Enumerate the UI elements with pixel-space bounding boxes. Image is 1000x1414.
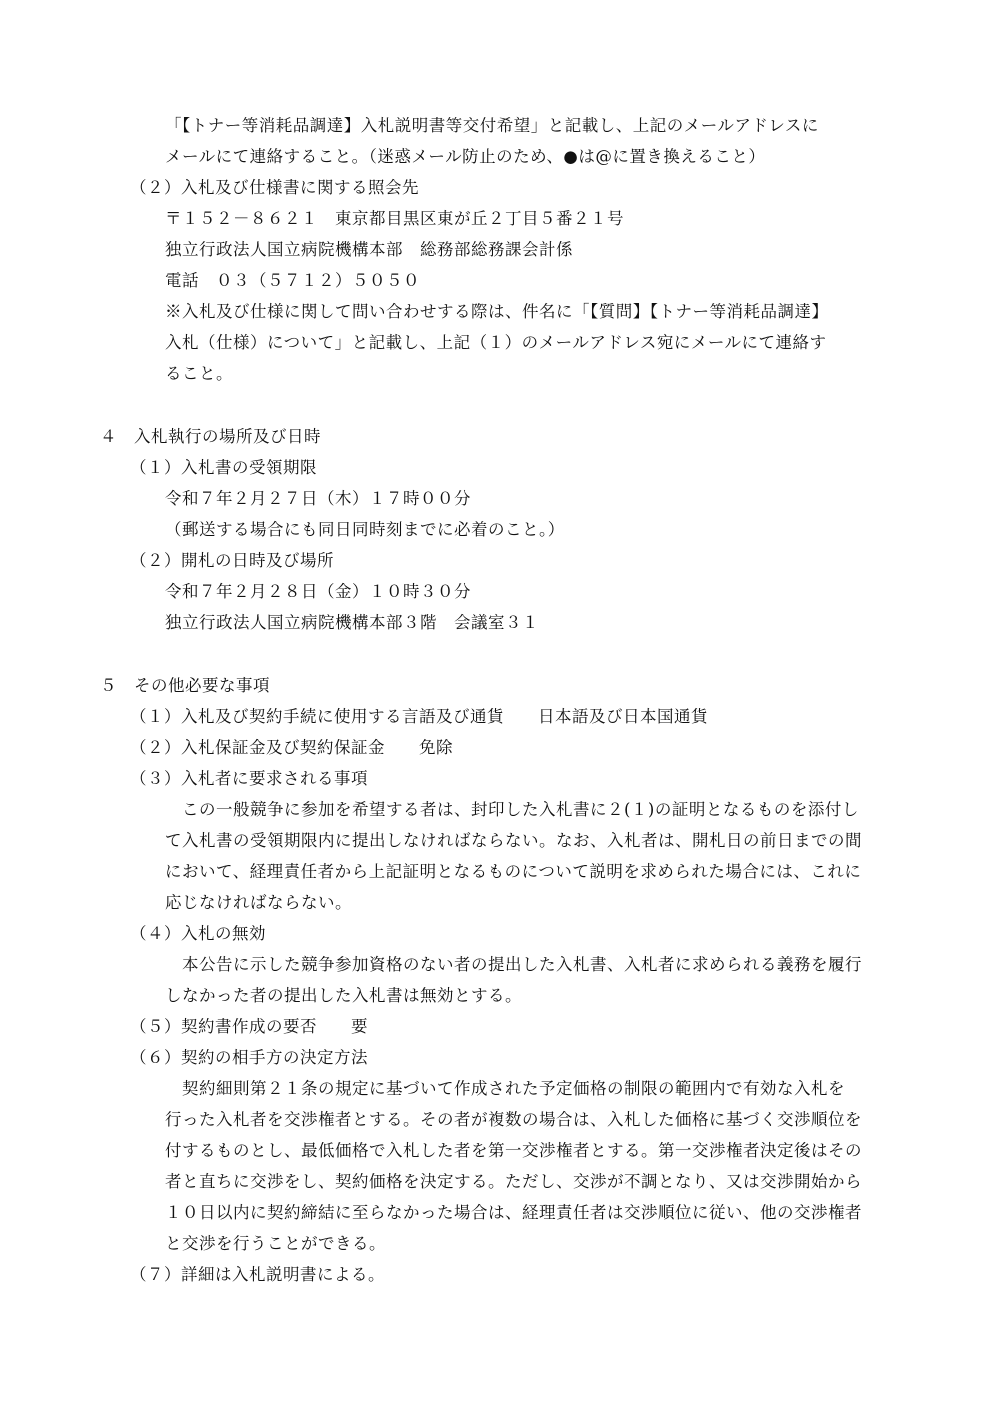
section3-continuation-line1: 「【トナー等消耗品調達】入札説明書等交付希望」と記載し、上記のメールアドレスに	[165, 116, 819, 135]
item-5-3-paragraph-line2: て入札書の受領期限内に提出しなければならない。なお、入札者は、開札日の前日までの間	[165, 831, 862, 850]
item-3-2-heading: （２）入札及び仕様書に関する照会先	[130, 178, 419, 197]
section3-continuation-line2: メールにて連絡すること。（迷惑メール防止のため、●は@に置き換えること）	[165, 147, 766, 166]
bid-deadline-date: 令和７年２月２７日（木）１７時００分	[165, 489, 471, 508]
opening-date: 令和７年２月２８日（金）１０時３０分	[165, 582, 471, 601]
item-5-3-heading: （３）入札者に要求される事項	[130, 769, 368, 788]
item-4-1-heading: （１）入札書の受領期限	[130, 458, 317, 477]
item-5-6-paragraph-line2: 行った入札者を交渉権者とする。その者が複数の場合は、入札した価格に基づく交渉順位を	[165, 1110, 862, 1129]
contact-note-line1: ※入札及び仕様に関して問い合わせする際は、件名に「【質問】【トナー等消耗品調達】	[165, 302, 829, 321]
contact-note-line2: 入札（仕様）について」と記載し、上記（１）のメールアドレス宛にメールにて連絡す	[165, 333, 827, 352]
item-5-6-paragraph-line5: １０日以内に契約締結に至らなかった場合は、経理責任者は交渉順位に従い、他の交渉権者	[165, 1203, 862, 1222]
item-5-4-paragraph-line1: 本公告に示した競争参加資格のない者の提出した入札書、入札者に求められる義務を履行	[165, 955, 862, 974]
item-5-6-paragraph-line4: 者と直ちに交渉をし、契約価格を決定する。ただし、交渉が不調となり、又は交渉開始から	[165, 1172, 862, 1191]
item-5-3-paragraph-line3: において、経理責任者から上記証明となるものについて説明を求められた場合には、これに	[165, 862, 862, 881]
contact-organization: 独立行政法人国立病院機構本部 総務部総務課会計係	[165, 240, 573, 259]
opening-place: 独立行政法人国立病院機構本部３階 会議室３１	[165, 613, 539, 632]
item-5-6-paragraph-line3: 付するものとし、最低価格で入札した者を第一交渉権者とする。第一交渉権者決定後はその	[165, 1141, 862, 1160]
contact-note-line3: ること。	[165, 364, 233, 383]
item-5-5: （５）契約書作成の要否 要	[130, 1017, 368, 1036]
item-4-2-heading: （２）開札の日時及び場所	[130, 551, 334, 570]
section4-heading: ４ 入札執行の場所及び日時	[100, 427, 321, 446]
item-5-3-paragraph-line1: この一般競争に参加を希望する者は、封印した入札書に２(１)の証明となるものを添付し	[165, 800, 859, 819]
item-5-4-heading: （４）入札の無効	[130, 924, 266, 943]
section5-heading: ５ その他必要な事項	[100, 676, 270, 695]
bid-deadline-note: （郵送する場合にも同日同時刻までに必着のこと。）	[165, 520, 565, 539]
contact-address: 〒１５２－８６２１ 東京都目黒区東が丘２丁目５番２１号	[165, 209, 624, 228]
item-5-3-paragraph-line4: 応じなければならない。	[165, 893, 352, 912]
contact-phone: 電話 ０３（５７１２）５０５０	[165, 271, 420, 290]
item-5-1: （１）入札及び契約手続に使用する言語及び通貨 日本語及び日本国通貨	[130, 707, 708, 726]
item-5-6-heading: （６）契約の相手方の決定方法	[130, 1048, 368, 1067]
item-5-6-paragraph-line6: と交渉を行うことができる。	[165, 1234, 386, 1253]
item-5-4-paragraph-line2: しなかった者の提出した入札書は無効とする。	[165, 986, 522, 1005]
item-5-2: （２）入札保証金及び契約保証金 免除	[130, 738, 453, 757]
item-5-6-paragraph-line1: 契約細則第２１条の規定に基づいて作成された予定価格の制限の範囲内で有効な入札を	[165, 1079, 845, 1098]
item-5-7: （７）詳細は入札説明書による。	[130, 1265, 385, 1284]
